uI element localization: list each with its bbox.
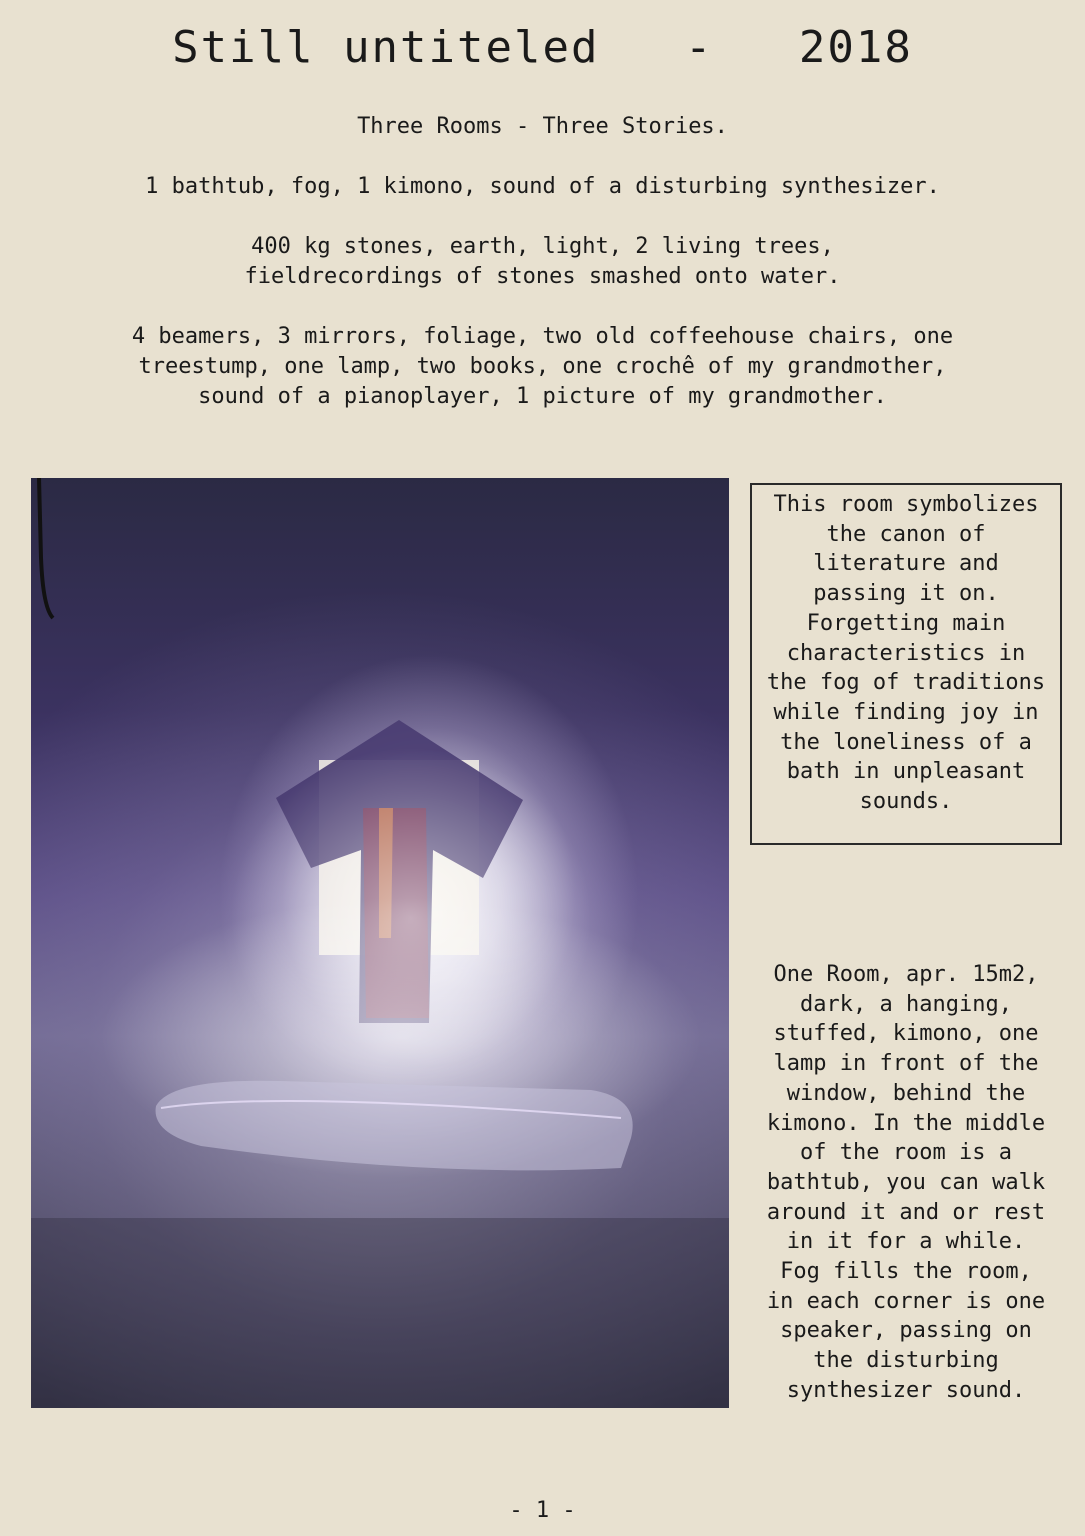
room-1-materials: 1 bathtub, fog, 1 kimono, sound of a disturbing synthesizer. [145, 174, 940, 199]
symbolism-box: This room symbolizes the canon of literature and passing it on. Forgetting main characteristics in the fog of traditions while finding joy in the loneliness of a bath in unpleasant sounds. [750, 483, 1062, 845]
page-title: Still untiteled - 2018 [172, 22, 913, 73]
page-number: - 1 - [509, 1498, 576, 1523]
cable-shape [39, 478, 53, 618]
room-2-materials: 400 kg stones, earth, light, 2 living trees, fieldrecordings of stones smashed onto water. [244, 234, 841, 289]
room-3-materials: 4 beamers, 3 mirrors, foliage, two old coffeehouse chairs, one treestump, one lamp, two books, one crochê of my grandmother, sound of a pianoplayer, 1 picture of my grandmother. [131, 324, 954, 409]
bathtub-shape [156, 1081, 633, 1171]
intro-subtitle: Three Rooms - Three Stories. [357, 114, 728, 139]
kimono-bathtub-illustration [31, 478, 729, 1408]
installation-photo [31, 478, 729, 1408]
room-description: One Room, apr. 15m2, dark, a hanging, stuffed, kimono, one lamp in front of the window, behind the kimono. In the middle of the room is a bathtub, you can walk around it and or rest in it for a while. Fog fills the room, in each corner is one speaker, passing on the disturbing synthesizer sound. [766, 962, 1046, 1403]
intro-section [40, 112, 1045, 442]
